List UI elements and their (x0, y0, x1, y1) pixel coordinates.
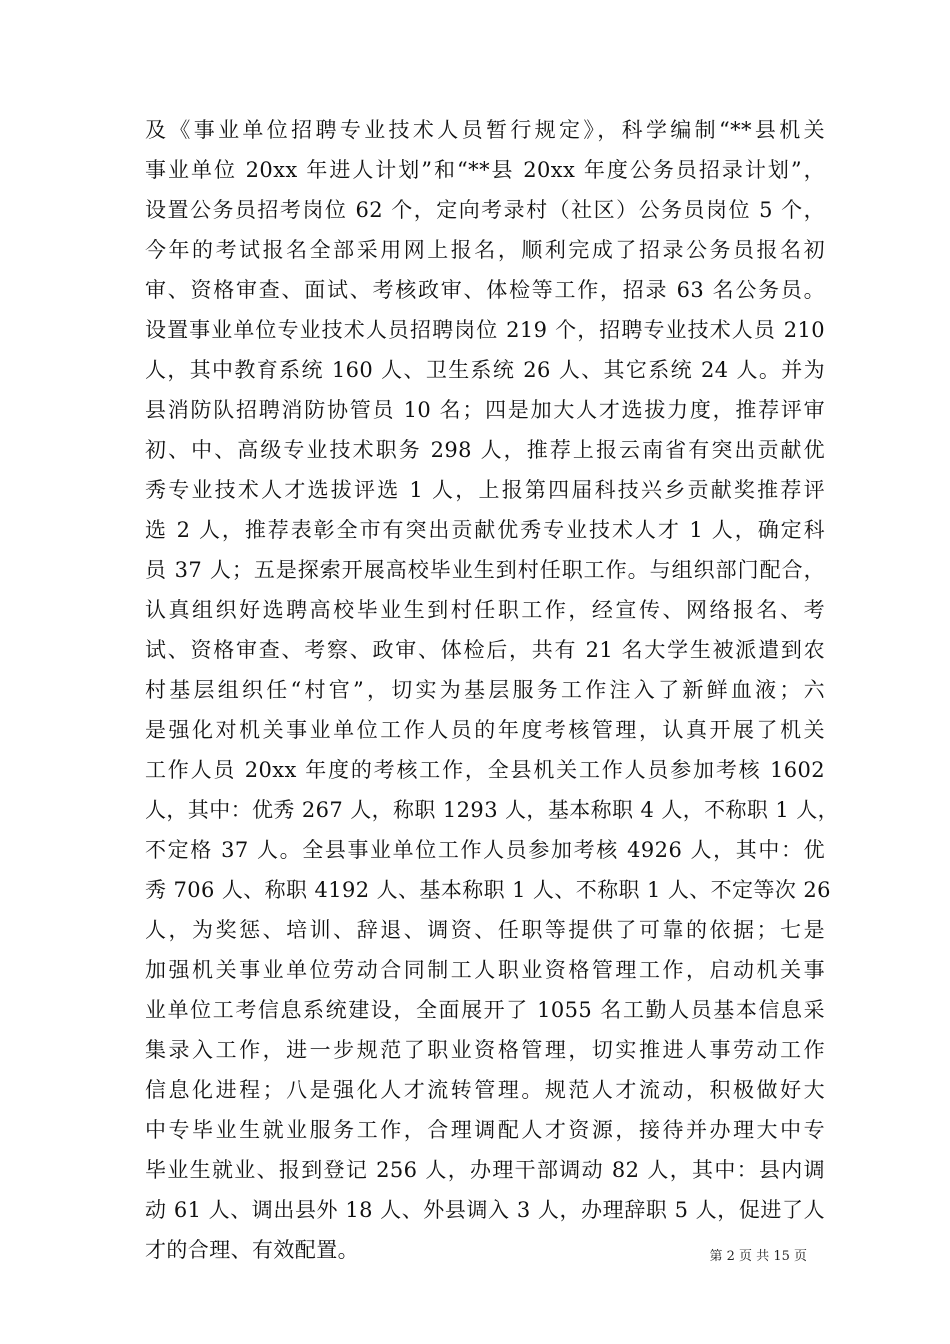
text-line-25: 信息化进程；八是强化人才流转管理。规范人才流动，积极做好大 (145, 1078, 825, 1102)
text-line-18: 人，其中：优秀 267 人，称职 1293 人，基本称职 4 人，不称职 1 人， (145, 798, 840, 822)
text-line-13: 认真组织好选聘高校毕业生到村任职工作，经宣传、网络报名、考 (145, 598, 825, 622)
text-line-4: 今年的考试报名全部采用网上报名，顺利完成了招录公务员报名初 (145, 238, 825, 262)
text-line-21: 人，为奖惩、培训、辞退、调资、任职等提供了可靠的依据；七是 (145, 918, 825, 942)
text-line-1: 及《事业单位招聘专业技术人员暂行规定》，科学编制“**县机关 (145, 118, 825, 142)
page-number-footer: 第 2 页 共 15 页 (709, 1249, 807, 1264)
text-line-27: 毕业生就业、报到登记 256 人，办理干部调动 82 人，其中：县内调 (145, 1158, 825, 1182)
body-paragraph (145, 110, 840, 1270)
text-line-14: 试、资格审查、考察、政审、体检后，共有 21 名大学生被派遣到农 (145, 638, 825, 662)
text-line-16: 是强化对机关事业单位工作人员的年度考核管理，认真开展了机关 (145, 718, 825, 742)
text-line-20: 秀 706 人、称职 4192 人、基本称职 1 人、不称职 1 人、不定等次 26 (145, 878, 831, 902)
text-line-9: 初、中、高级专业技术职务 298 人，推荐上报云南省有突出贡献优 (145, 438, 825, 462)
text-line-7: 人，其中教育系统 160 人、卫生系统 26 人、其它系统 24 人。并为 (145, 358, 825, 382)
text-line-6: 设置事业单位专业技术人员招聘岗位 219 个，招聘专业技术人员 210 (145, 318, 825, 342)
text-line-26: 中专毕业生就业服务工作，合理调配人才资源，接待并办理大中专 (145, 1118, 825, 1142)
text-line-15: 村基层组织任“村官”，切实为基层服务工作注入了新鲜血液；六 (145, 678, 825, 702)
text-line-11: 选 2 人，推荐表彰全市有突出贡献优秀专业技术人才 1 人，确定科 (145, 518, 825, 542)
text-line-8: 县消防队招聘消防协管员 10 名；四是加大人才选拔力度，推荐评审 (145, 398, 825, 422)
text-line-12: 员 37 人；五是探索开展高校毕业生到村任职工作。与组织部门配合， (145, 558, 825, 582)
text-line-5: 审、资格审查、面试、考核政审、体检等工作，招录 63 名公务员。 (145, 278, 825, 302)
text-line-3: 设置公务员招考岗位 62 个，定向考录村（社区）公务员岗位 5 个， (145, 198, 825, 222)
text-line-29: 才的合理、有效配置。 (145, 1238, 359, 1262)
text-line-24: 集录入工作，进一步规范了职业资格管理，切实推进人事劳动工作 (145, 1038, 825, 1062)
text-line-2: 事业单位 20xx 年进人计划”和“**县 20xx 年度公务员招录计划”， (145, 158, 825, 182)
text-line-28: 动 61 人、调出县外 18 人、外县调入 3 人，办理辞职 5 人，促进了人 (145, 1198, 825, 1222)
text-line-17: 工作人员 20xx 年度的考核工作，全县机关工作人员参加考核 1602 (145, 758, 825, 782)
text-line-19: 不定格 37 人。全县事业单位工作人员参加考核 4926 人，其中：优 (145, 838, 825, 862)
text-line-23: 业单位工考信息系统建设，全面展开了 1055 名工勤人员基本信息采 (145, 998, 825, 1022)
text-line-10: 秀专业技术人才选拔评选 1 人，上报第四届科技兴乡贡献奖推荐评 (145, 478, 825, 502)
text-line-22: 加强机关事业单位劳动合同制工人职业资格管理工作，启动机关事 (145, 958, 825, 982)
